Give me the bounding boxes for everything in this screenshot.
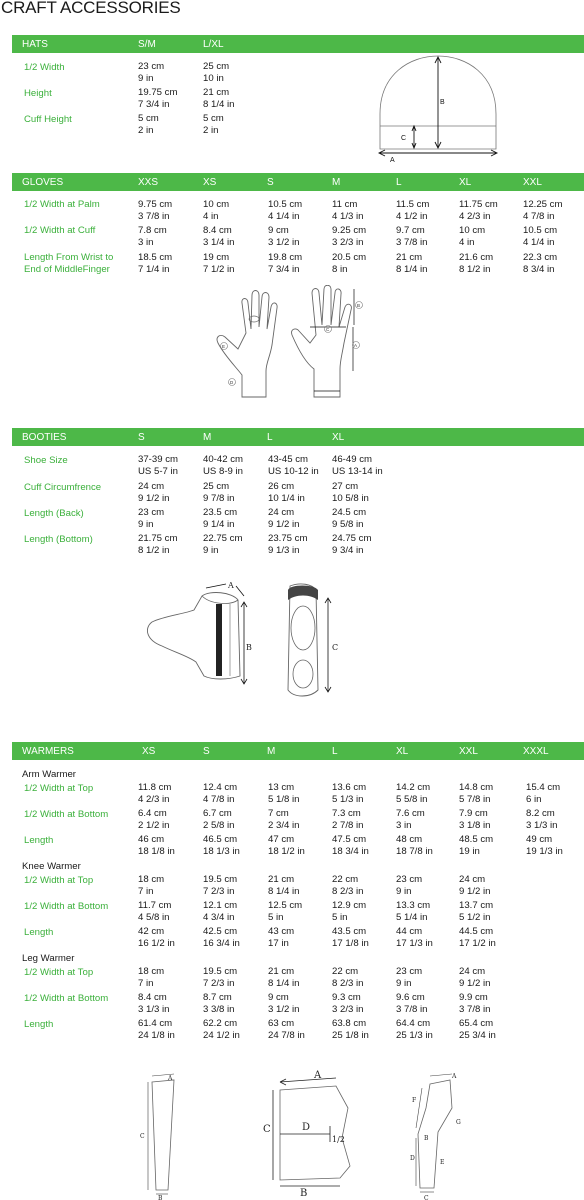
table-cell-value: 21 cm <box>268 966 295 977</box>
booties-row-label: Length (Bottom) <box>24 534 93 545</box>
table-cell-value: 21.6 cm <box>459 252 494 263</box>
table-cell-value: 7 1/4 in <box>138 264 170 275</box>
table-cell-value: 63 cm <box>268 1018 295 1029</box>
table-cell-value: 8 1/4 in <box>268 978 300 989</box>
table-cell-value: 3 2/3 in <box>332 237 364 248</box>
table-cell-value: 7 in <box>138 886 154 897</box>
table-cell-value: 2 7/8 in <box>332 820 364 831</box>
hats-size-lxl: L/XL <box>203 39 224 50</box>
row-label: 1/2 Width at Bottom <box>24 809 109 820</box>
warmers-size-xxl: XXL <box>459 746 478 757</box>
table-cell-value: 3 7/8 in <box>396 1004 428 1015</box>
group-title: Leg Warmer <box>22 953 75 964</box>
table-cell-value: 8 1/4 in <box>396 264 428 275</box>
table-cell-value: 9 cm <box>268 225 289 236</box>
bootie-dim-b: B <box>246 643 252 652</box>
table-cell-value: 3 7/8 in <box>396 237 428 248</box>
table-cell-value: 13 cm <box>268 782 295 793</box>
row-label: 1/2 Width at Top <box>24 967 94 978</box>
table-cell-value: 18 cm <box>138 874 165 885</box>
row-label: Length <box>24 1019 54 1030</box>
table-cell-value: 3 7/8 in <box>138 211 170 222</box>
hats-cell-value: 5 cm <box>203 113 224 124</box>
table-cell-value: US 13-14 in <box>332 466 383 477</box>
booties-row-label: Shoe Size <box>24 455 68 466</box>
table-cell-value: 23.5 cm <box>203 507 238 518</box>
gloves-row-label: Length From Wrist to <box>24 252 114 263</box>
hat-dim-c: C <box>401 135 407 142</box>
table-cell-value: 18 1/8 in <box>138 846 175 857</box>
hats-cell-value: 25 cm <box>203 61 230 72</box>
arm-dim-b: B <box>158 1195 163 1200</box>
table-cell-value: 7 2/3 in <box>203 886 235 897</box>
table-cell-value: 12.25 cm <box>523 199 563 210</box>
table-cell-value: 23.75 cm <box>268 533 308 544</box>
table-cell-value: 13.6 cm <box>332 782 367 793</box>
knee-dim-half: 1/2 <box>332 1135 345 1144</box>
table-cell-value: 3 1/4 in <box>203 237 235 248</box>
table-cell-value: 25 1/3 in <box>396 1030 433 1041</box>
table-cell-value: 22.75 cm <box>203 533 243 544</box>
table-cell-value: 7.6 cm <box>396 808 425 819</box>
hats-cell-value: 2 in <box>138 125 154 136</box>
table-cell-value: 12.4 cm <box>203 782 238 793</box>
leg-dim-e: E <box>440 1159 445 1166</box>
table-cell-value: 40-42 cm <box>203 454 243 465</box>
table-cell-value: 13.3 cm <box>396 900 431 911</box>
table-cell-value: 24.5 cm <box>332 507 367 518</box>
table-cell-value: 47 cm <box>268 834 295 845</box>
table-cell-value: 23 cm <box>396 874 423 885</box>
table-cell-value: 19.5 cm <box>203 874 238 885</box>
table-cell-value: 3 1/2 in <box>268 237 300 248</box>
table-cell-value: 24 1/2 in <box>203 1030 240 1041</box>
table-cell-value: 8 2/3 in <box>332 978 364 989</box>
table-cell-value: 17 1/2 in <box>459 938 496 949</box>
warmers-size-xxxl: XXXL <box>523 746 549 757</box>
gloves-size-xl: XL <box>459 177 472 188</box>
table-cell-value: 11.75 cm <box>459 199 498 210</box>
arm-dim-a: A <box>168 1075 173 1082</box>
table-cell-value: 65.4 cm <box>459 1018 494 1029</box>
table-cell-value: 9 in <box>138 519 154 530</box>
leg-dim-d: D <box>410 1155 415 1162</box>
row-label: Length <box>24 835 54 846</box>
table-cell-value: US 5-7 in <box>138 466 178 477</box>
table-cell-value: 46-49 cm <box>332 454 372 465</box>
gloves-size-s: S <box>267 177 274 188</box>
table-cell-value: 25 cm <box>203 481 230 492</box>
table-cell-value: 8.4 cm <box>138 992 167 1003</box>
group-title: Knee Warmer <box>22 861 81 872</box>
table-cell-value: 42.5 cm <box>203 926 238 937</box>
table-cell-value: 3 in <box>138 237 154 248</box>
table-cell-value: 19.8 cm <box>268 252 303 263</box>
table-cell-value: 2 1/2 in <box>138 820 170 831</box>
leg-dim-a: A <box>452 1073 457 1080</box>
table-cell-value: 5 1/2 in <box>459 912 491 923</box>
table-cell-value: 4 in <box>203 211 219 222</box>
table-cell-value: US 10-12 in <box>268 466 319 477</box>
table-cell-value: 8 1/2 in <box>459 264 491 275</box>
table-cell-value: 12.1 cm <box>203 900 238 911</box>
group-title: Arm Warmer <box>22 769 77 780</box>
table-cell-value: 6.4 cm <box>138 808 167 819</box>
warmers-size-s: S <box>203 746 210 757</box>
gloves-size-xs: XS <box>203 177 217 188</box>
booties-size-xl: XL <box>332 432 345 443</box>
table-cell-value: 9 in <box>396 886 412 897</box>
table-cell-value: 21.75 cm <box>138 533 178 544</box>
booties-header-label: BOOTIES <box>22 432 67 443</box>
table-cell-value: 4 7/8 in <box>523 211 555 222</box>
table-cell-value: 17 1/3 in <box>396 938 433 949</box>
table-cell-value: 18 1/2 in <box>268 846 305 857</box>
leg-dim-c: C <box>424 1195 429 1200</box>
table-cell-value: 9 in <box>396 978 412 989</box>
leg-dim-f: F <box>412 1097 417 1104</box>
table-cell-value: 15.4 cm <box>526 782 561 793</box>
table-cell-value: 46 cm <box>138 834 165 845</box>
table-cell-value: 43-45 cm <box>268 454 308 465</box>
table-cell-value: 12.9 cm <box>332 900 367 911</box>
table-cell-value: 17 in <box>268 938 289 949</box>
table-cell-value: US 8-9 in <box>203 466 243 477</box>
arm-dim-c: C <box>140 1133 145 1140</box>
bootie-diagram <box>140 580 350 702</box>
table-cell-value: 9 3/4 in <box>332 545 364 556</box>
table-cell-value: 48 cm <box>396 834 423 845</box>
table-cell-value: 16 1/2 in <box>138 938 175 949</box>
table-cell-value: 8 1/2 in <box>138 545 170 556</box>
table-cell-value: 9 1/2 in <box>459 978 491 989</box>
gloves-size-m: M <box>332 177 341 188</box>
table-cell-value: 5 in <box>332 912 348 923</box>
table-cell-value: 21 cm <box>396 252 423 263</box>
warmers-header-label: WARMERS <box>22 746 74 757</box>
table-cell-value: 8.4 cm <box>203 225 232 236</box>
hat-dim-a: A <box>390 157 395 164</box>
table-cell-value: 19 1/3 in <box>526 846 563 857</box>
gloves-header-bar <box>12 173 584 191</box>
table-cell-value: 3 1/8 in <box>459 820 491 831</box>
table-cell-value: 63.8 cm <box>332 1018 367 1029</box>
hats-cell-value: 5 cm <box>138 113 159 124</box>
gloves-row-label: End of MiddleFinger <box>24 264 110 275</box>
table-cell-value: 21 cm <box>268 874 295 885</box>
table-cell-value: 9 1/4 in <box>203 519 235 530</box>
table-cell-value: 10 1/4 in <box>268 493 305 504</box>
table-cell-value: 9.6 cm <box>396 992 425 1003</box>
hats-section <box>0 0 584 164</box>
table-cell-value: 43 cm <box>268 926 295 937</box>
glove-dim-a: A <box>354 343 358 348</box>
leg-dim-b: B <box>424 1135 429 1142</box>
table-cell-value: 9 1/2 in <box>459 886 491 897</box>
table-cell-value: 10 cm <box>203 199 230 210</box>
table-cell-value: 11.8 cm <box>138 782 172 793</box>
table-cell-value: 7 3/4 in <box>268 264 300 275</box>
warmers-size-l: L <box>332 746 338 757</box>
knee-dim-c: C <box>263 1124 271 1135</box>
table-cell-value: 8.2 cm <box>526 808 555 819</box>
table-cell-value: 24 1/8 in <box>138 1030 175 1041</box>
warmers-size-xl: XL <box>396 746 409 757</box>
table-cell-value: 4 2/3 in <box>138 794 170 805</box>
table-cell-value: 49 cm <box>526 834 553 845</box>
booties-row-label: Length (Back) <box>24 508 84 519</box>
table-cell-value: 18 3/4 in <box>332 846 369 857</box>
table-cell-value: 4 1/3 in <box>332 211 364 222</box>
table-cell-value: 14.8 cm <box>459 782 494 793</box>
hats-cell-value: 8 1/4 in <box>203 99 235 110</box>
table-cell-value: 19 cm <box>203 252 230 263</box>
table-cell-value: 26 cm <box>268 481 295 492</box>
table-cell-value: 7 in <box>138 978 154 989</box>
table-cell-value: 43.5 cm <box>332 926 367 937</box>
knee-dim-b: B <box>300 1188 308 1199</box>
table-cell-value: 19.5 cm <box>203 966 238 977</box>
table-cell-value: 24 7/8 in <box>268 1030 305 1041</box>
table-cell-value: 3 1/3 in <box>526 820 558 831</box>
table-cell-value: 18 7/8 in <box>396 846 433 857</box>
hat-dim-b: B <box>440 99 445 106</box>
hats-header-bar <box>12 35 584 53</box>
table-cell-value: 9.25 cm <box>332 225 367 236</box>
table-cell-value: 5 5/8 in <box>396 794 428 805</box>
row-label: 1/2 Width at Top <box>24 783 94 794</box>
table-cell-value: 2 5/8 in <box>203 820 235 831</box>
booties-header-bar <box>12 428 584 446</box>
booties-row-label: Cuff Circumfrence <box>24 482 102 493</box>
bootie-dim-a: A <box>228 581 234 590</box>
table-cell-value: 3 in <box>396 820 412 831</box>
booties-size-s: S <box>138 432 145 443</box>
table-cell-value: 24 cm <box>459 874 486 885</box>
table-cell-value: 6.7 cm <box>203 808 232 819</box>
table-cell-value: 10.5 cm <box>523 225 558 236</box>
table-cell-value: 7.8 cm <box>138 225 167 236</box>
table-cell-value: 64.4 cm <box>396 1018 431 1029</box>
glove-dim-e: E <box>222 344 226 349</box>
table-cell-value: 8 in <box>332 264 348 275</box>
table-cell-value: 5 1/3 in <box>332 794 364 805</box>
warmers-size-m: M <box>267 746 276 757</box>
table-cell-value: 6 in <box>526 794 542 805</box>
table-cell-value: 24 cm <box>459 966 486 977</box>
table-cell-value: 24.75 cm <box>332 533 372 544</box>
table-cell-value: 48.5 cm <box>459 834 494 845</box>
table-cell-value: 4 3/4 in <box>203 912 235 923</box>
table-cell-value: 10 5/8 in <box>332 493 369 504</box>
table-cell-value: 9 5/8 in <box>332 519 364 530</box>
table-cell-value: 8 1/4 in <box>268 886 300 897</box>
table-cell-value: 22 cm <box>332 966 359 977</box>
booties-size-l: L <box>267 432 273 443</box>
hats-cell-value: 19.75 cm <box>138 87 178 98</box>
table-cell-value: 23 cm <box>396 966 423 977</box>
hats-size-sm: S/M <box>138 39 156 50</box>
glove-diagram <box>206 285 376 405</box>
hats-cell-value: 21 cm <box>203 87 230 98</box>
glove-dim-d: D <box>230 380 234 385</box>
table-cell-value: 7 cm <box>268 808 289 819</box>
table-cell-value: 3 3/8 in <box>203 1004 235 1015</box>
hats-cell-value: 23 cm <box>138 61 165 72</box>
table-cell-value: 5 1/8 in <box>268 794 300 805</box>
knee-dim-d: D <box>302 1122 311 1133</box>
table-cell-value: 9 cm <box>268 992 289 1003</box>
table-cell-value: 42 cm <box>138 926 165 937</box>
table-cell-value: 9 7/8 in <box>203 493 235 504</box>
table-cell-value: 11 cm <box>332 199 358 210</box>
table-cell-value: 11.5 cm <box>396 199 430 210</box>
table-cell-value: 22.3 cm <box>523 252 558 263</box>
table-cell-value: 8.7 cm <box>203 992 232 1003</box>
table-cell-value: 10.5 cm <box>268 199 303 210</box>
hats-cell-value: 9 in <box>138 73 154 84</box>
hats-row-label: 1/2 Width <box>24 62 65 73</box>
table-cell-value: 18.5 cm <box>138 252 173 263</box>
table-cell-value: 18 1/3 in <box>203 846 240 857</box>
hat-diagram <box>370 54 510 164</box>
table-cell-value: 9 1/2 in <box>268 519 300 530</box>
table-cell-value: 3 7/8 in <box>459 1004 491 1015</box>
table-cell-value: 4 1/4 in <box>268 211 300 222</box>
hats-cell-value: 7 3/4 in <box>138 99 170 110</box>
table-cell-value: 18 cm <box>138 966 165 977</box>
hats-row-label: Height <box>24 88 52 99</box>
glove-dim-b: B <box>357 303 361 308</box>
page-title: CRAFT ACCESSORIES <box>1 0 181 17</box>
hats-cell-value: 10 in <box>203 73 224 84</box>
table-cell-value: 27 cm <box>332 481 359 492</box>
table-cell-value: 7 2/3 in <box>203 978 235 989</box>
gloves-size-xxl: XXL <box>523 177 542 188</box>
row-label: 1/2 Width at Bottom <box>24 901 109 912</box>
warmers-size-xs: XS <box>142 746 156 757</box>
table-cell-value: 9 in <box>203 545 219 556</box>
table-cell-value: 9.7 cm <box>396 225 425 236</box>
table-cell-value: 2 3/4 in <box>268 820 300 831</box>
gloves-row-label: 1/2 Width at Cuff <box>24 225 96 236</box>
table-cell-value: 7.3 cm <box>332 808 361 819</box>
table-cell-value: 4 1/2 in <box>396 211 428 222</box>
table-cell-value: 8 2/3 in <box>332 886 364 897</box>
table-cell-value: 10 cm <box>459 225 486 236</box>
table-cell-value: 61.4 cm <box>138 1018 173 1029</box>
table-cell-value: 5 1/4 in <box>396 912 428 923</box>
table-cell-value: 16 3/4 in <box>203 938 240 949</box>
row-label: 1/2 Width at Bottom <box>24 993 109 1004</box>
table-cell-value: 3 2/3 in <box>332 1004 364 1015</box>
table-cell-value: 5 7/8 in <box>459 794 491 805</box>
table-cell-value: 4 7/8 in <box>203 794 235 805</box>
table-cell-value: 13.7 cm <box>459 900 494 911</box>
table-cell-value: 9 1/3 in <box>268 545 300 556</box>
warmer-diagrams <box>130 1068 470 1200</box>
table-cell-value: 12.5 cm <box>268 900 303 911</box>
booties-size-m: M <box>203 432 212 443</box>
table-cell-value: 4 in <box>459 237 475 248</box>
row-label: Length <box>24 927 54 938</box>
table-cell-value: 25 1/8 in <box>332 1030 369 1041</box>
table-cell-value: 19 in <box>459 846 480 857</box>
gloves-row-label: 1/2 Width at Palm <box>24 199 100 210</box>
table-cell-value: 62.2 cm <box>203 1018 238 1029</box>
table-cell-value: 7.9 cm <box>459 808 488 819</box>
hats-cell-value: 2 in <box>203 125 219 136</box>
hats-header-label: HATS <box>22 39 48 50</box>
table-cell-value: 9.75 cm <box>138 199 173 210</box>
table-cell-value: 8 3/4 in <box>523 264 555 275</box>
table-cell-value: 22 cm <box>332 874 359 885</box>
table-cell-value: 7 1/2 in <box>203 264 235 275</box>
table-cell-value: 37-39 cm <box>138 454 178 465</box>
table-cell-value: 17 1/8 in <box>332 938 369 949</box>
gloves-size-xxs: XXS <box>138 177 159 188</box>
table-cell-value: 11.7 cm <box>138 900 172 911</box>
knee-dim-a: A <box>314 1070 322 1081</box>
glove-dim-c: C <box>326 327 330 332</box>
table-cell-value: 5 in <box>268 912 284 923</box>
row-label: 1/2 Width at Top <box>24 875 94 886</box>
table-cell-value: 4 1/4 in <box>523 237 555 248</box>
table-cell-value: 47.5 cm <box>332 834 367 845</box>
warmers-header-bar <box>12 742 584 760</box>
table-cell-value: 44 cm <box>396 926 423 937</box>
leg-dim-g: G <box>456 1119 461 1126</box>
table-cell-value: 25 3/4 in <box>459 1030 496 1041</box>
table-cell-value: 3 1/3 in <box>138 1004 170 1015</box>
table-cell-value: 46.5 cm <box>203 834 238 845</box>
table-cell-value: 20.5 cm <box>332 252 367 263</box>
bootie-dim-c: C <box>332 643 339 652</box>
hats-row-label: Cuff Height <box>24 114 72 125</box>
table-cell-value: 44.5 cm <box>459 926 494 937</box>
table-cell-value: 24 cm <box>268 507 295 518</box>
table-cell-value: 3 1/2 in <box>268 1004 300 1015</box>
gloves-header-label: GLOVES <box>22 177 64 188</box>
gloves-size-l: L <box>396 177 402 188</box>
table-cell-value: 14.2 cm <box>396 782 431 793</box>
table-cell-value: 9.9 cm <box>459 992 488 1003</box>
table-cell-value: 9 1/2 in <box>138 493 170 504</box>
table-cell-value: 4 5/8 in <box>138 912 170 923</box>
table-cell-value: 23 cm <box>138 507 165 518</box>
table-cell-value: 9.3 cm <box>332 992 361 1003</box>
table-cell-value: 24 cm <box>138 481 165 492</box>
table-cell-value: 4 2/3 in <box>459 211 491 222</box>
